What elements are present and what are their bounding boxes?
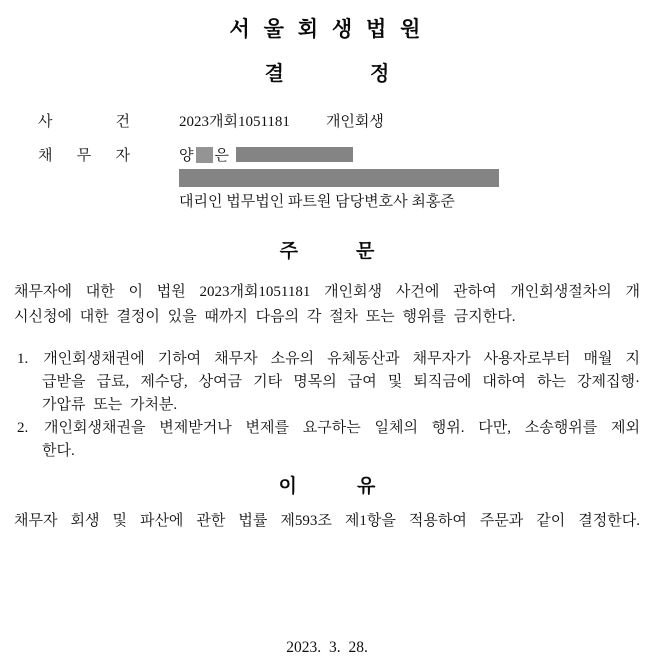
order-heading-char-left: 주 [279,241,298,262]
debtor-label: 채 무 자 [38,148,130,164]
reason-heading-char-right: 유 [357,476,376,497]
decision-title-char-left: 결 [264,63,284,85]
case-number: 2023개회1051181 [179,114,290,130]
reason-heading [14,475,640,499]
order-heading-char-right: 문 [356,241,375,262]
decision-date: 2023. 3. 28. [286,639,368,656]
order-heading [14,240,640,264]
case-number-value [179,112,384,132]
order-item-line: 급받을 급료, 제수당, 상여금 기타 명목의 급여 및 퇴직금에 대하여 하는 강제집행· [42,374,640,390]
item-number: 1. [17,351,29,367]
reason-heading-char-left: 이 [278,476,297,497]
order-item-1 [14,348,640,417]
order-item-line: 한다. [42,443,75,459]
order-item-first-line [14,417,640,440]
order-item-first-line [14,348,640,371]
address-row [14,169,640,187]
case-info-section [14,112,640,212]
court-name-title: 서 울 회 생 법 원 [229,18,425,41]
redaction-box [196,147,213,163]
redaction-bar [236,147,353,162]
order-item-line: 가압류 또는 가처분. [42,397,178,413]
item-number: 2. [17,420,29,436]
case-label: 사 건 [38,114,130,130]
reason-line: 채무자 회생 및 파산에 관한 법률 제593조 제1항을 적용하여 주문과 같이 결정한다. [14,513,640,529]
order-intro-paragraph [14,280,640,330]
representative-line: 대리인 법무법인 파트원 담당변호사 최홍준 [179,194,455,210]
case-type: 개인회생 [325,114,384,130]
reason-paragraph [14,509,640,534]
case-row [14,112,640,132]
debtor-name-prefix: 양 [179,148,194,164]
decision-title [14,62,640,86]
debtor-name [179,146,353,166]
item-text: 개인회생채권에 기하여 채무자 소유의 유체동산과 채무자가 사용자로부터 매월 지 [43,351,640,367]
debtor-name-suffix: 은 [214,148,229,164]
order-items-list [14,348,640,463]
decision-title-char-right: 정 [370,63,390,85]
order-intro-line: 시신청에 대한 결정이 있을 때까지 다음의 각 절차 또는 행위를 금지한다. [14,309,516,325]
redaction-bar-address [179,169,499,187]
debtor-row [14,146,640,166]
item-text: 개인회생채권을 변제받거나 변제를 요구하는 일체의 행위. 다만, 소송행위를 제외 [44,420,640,436]
order-item-2 [14,417,640,463]
order-intro-line: 채무자에 대한 이 법원 2023개회1051181 개인회생 사건에 관하여 개인회생절차의 개 [14,284,640,300]
representative-row [14,192,640,212]
